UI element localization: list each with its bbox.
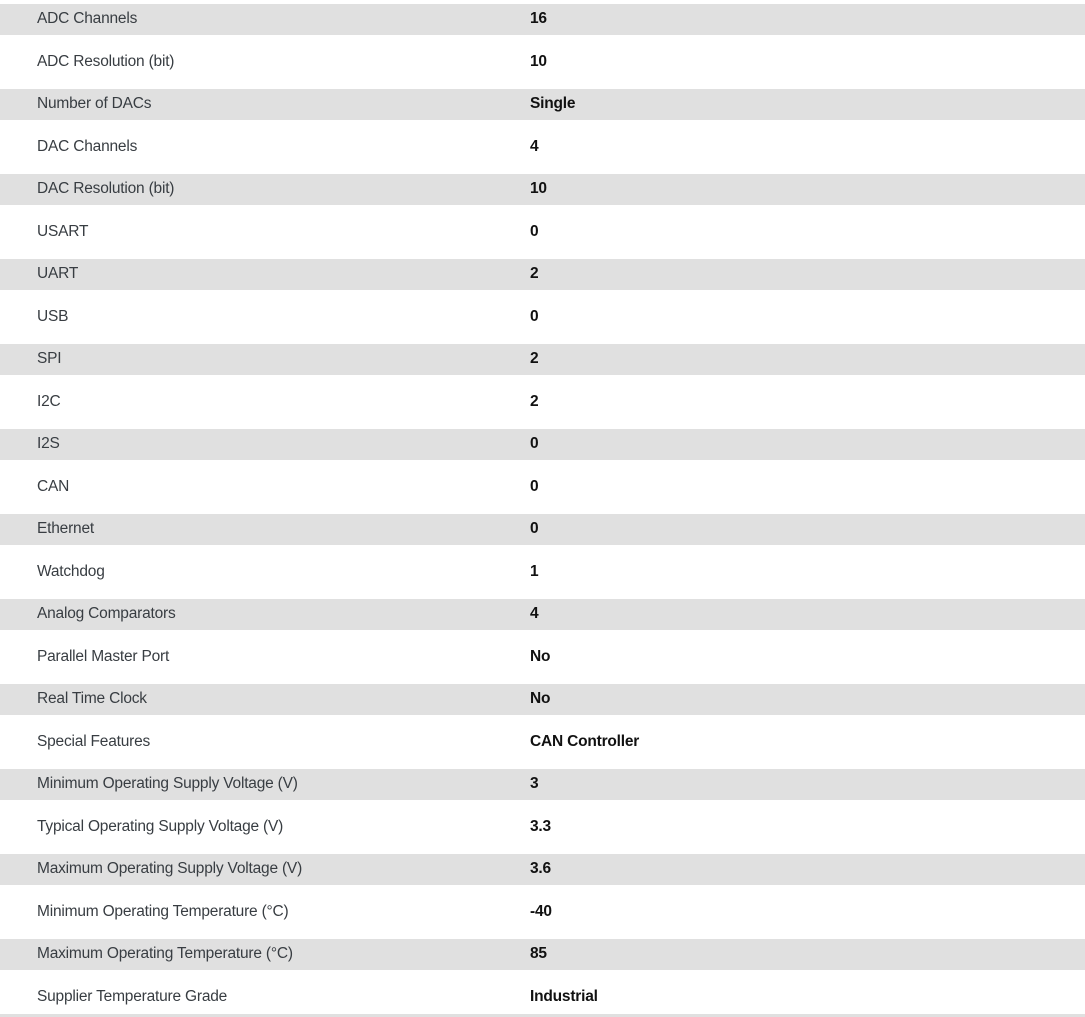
spec-label: ADC Channels (37, 10, 138, 28)
spec-label: USART (37, 222, 89, 240)
spec-value: 0 (530, 477, 539, 495)
spec-value: 10 (530, 52, 547, 70)
spec-label: Number of DACs (37, 95, 152, 113)
spec-row (0, 170, 1085, 213)
spec-value: 0 (530, 222, 539, 240)
spec-label: ADC Resolution (bit) (37, 52, 175, 70)
spec-label: Supplier Temperature Grade (37, 987, 228, 1005)
spec-label: Real Time Clock (37, 690, 147, 708)
spec-value: 1 (530, 562, 539, 580)
spec-label: Ethernet (37, 520, 94, 538)
spec-value: No (530, 647, 551, 665)
spec-value: 0 (530, 520, 539, 538)
spec-row (0, 638, 1085, 681)
spec-value: 4 (530, 137, 539, 155)
spec-row (0, 893, 1085, 936)
spec-row (0, 850, 1085, 893)
spec-value: 3.3 (530, 817, 551, 835)
spec-row (0, 425, 1085, 468)
spec-value: Single (530, 95, 576, 113)
spec-label: Typical Operating Supply Voltage (V) (37, 817, 284, 835)
spec-row (0, 340, 1085, 383)
spec-label: Minimum Operating Supply Voltage (V) (37, 775, 298, 793)
spec-label: Maximum Operating Supply Voltage (V) (37, 860, 303, 878)
spec-label: Minimum Operating Temperature (°C) (37, 902, 289, 920)
spec-row (0, 213, 1085, 256)
spec-row (0, 765, 1085, 808)
spec-row (0, 298, 1085, 341)
spec-label: I2S (37, 435, 60, 453)
spec-row (0, 85, 1085, 128)
spec-label: Maximum Operating Temperature (°C) (37, 945, 293, 963)
spec-value: 85 (530, 945, 547, 963)
spec-label: DAC Resolution (bit) (37, 180, 175, 198)
spec-label: Special Features (37, 732, 151, 750)
spec-label: Parallel Master Port (37, 647, 170, 665)
spec-value: 2 (530, 265, 539, 283)
spec-row (0, 723, 1085, 766)
spec-value: 0 (530, 307, 539, 325)
spec-value: -40 (530, 902, 552, 920)
spec-label: Analog Comparators (37, 605, 176, 623)
spec-row (0, 680, 1085, 723)
spec-row (0, 255, 1085, 298)
spec-row (0, 595, 1085, 638)
spec-value: 3.6 (530, 860, 551, 878)
spec-row (0, 43, 1085, 86)
spec-row (0, 978, 1085, 1017)
spec-row (0, 383, 1085, 426)
spec-value: 16 (530, 10, 547, 28)
spec-value: 10 (530, 180, 547, 198)
spec-row (0, 808, 1085, 851)
spec-value: 2 (530, 350, 539, 368)
spec-label: UART (37, 265, 79, 283)
spec-row (0, 553, 1085, 596)
spec-label: SPI (37, 350, 62, 368)
spec-label: USB (37, 307, 69, 325)
spec-value: No (530, 690, 551, 708)
spec-row (0, 935, 1085, 978)
spec-label: DAC Channels (37, 137, 138, 155)
spec-row (0, 510, 1085, 553)
spec-label: CAN (37, 477, 70, 495)
spec-row (0, 128, 1085, 171)
spec-label: Watchdog (37, 562, 105, 580)
spec-value: 4 (530, 605, 539, 623)
spec-value: 3 (530, 775, 539, 793)
spec-value: 2 (530, 392, 539, 410)
spec-value: CAN Controller (530, 732, 640, 750)
spec-value: 0 (530, 435, 539, 453)
spec-value: Industrial (530, 987, 598, 1005)
spec-row (0, 0, 1085, 43)
spec-row (0, 468, 1085, 511)
spec-label: I2C (37, 392, 61, 410)
